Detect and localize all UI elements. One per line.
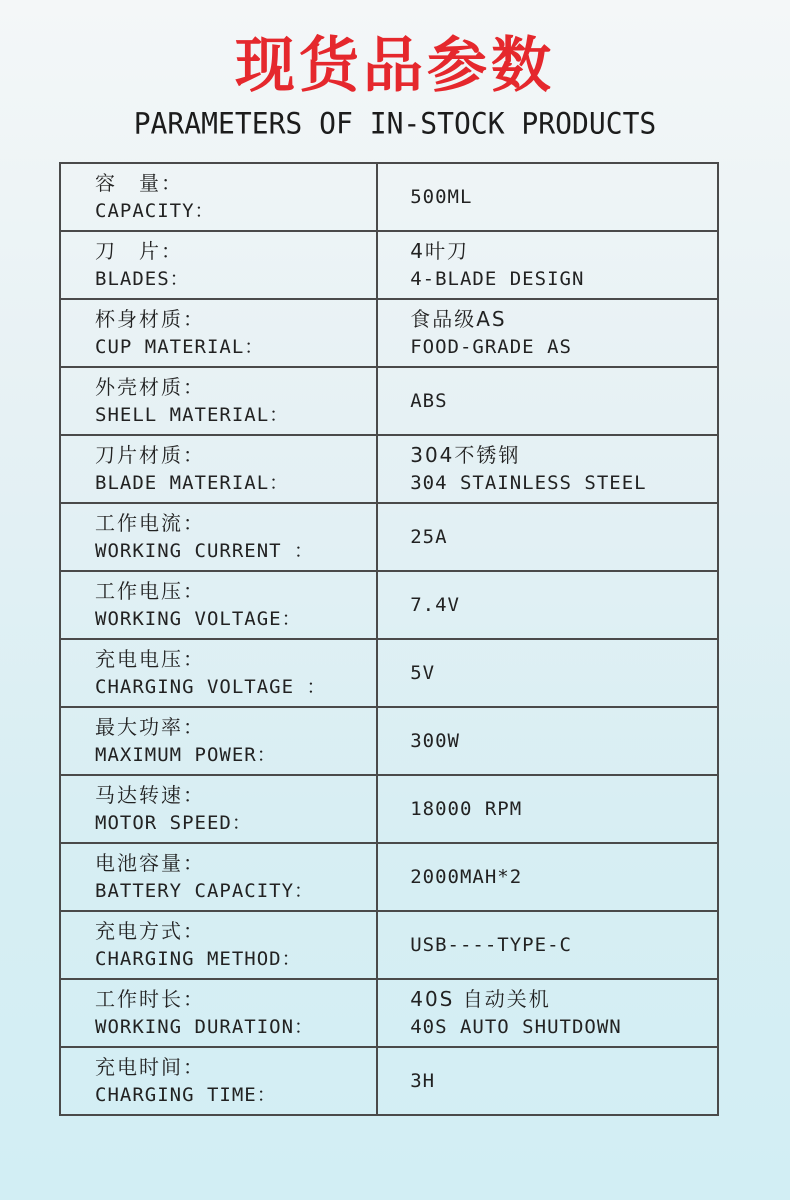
spec-value-en: 18000 RPM — [410, 798, 523, 820]
spec-row — [60, 639, 718, 707]
spec-row — [60, 231, 718, 299]
spec-label-cn: 刀 片： — [95, 239, 183, 263]
spec-label-cn: 充电电压： — [95, 647, 205, 671]
spec-value-cell — [377, 775, 718, 843]
spec-label-en: WORKING DURATION： — [95, 1016, 315, 1038]
spec-label-en: CHARGING METHOD： — [95, 948, 302, 970]
spec-value-en: 7.4V — [410, 594, 460, 616]
spec-value-en: 2000MAH*2 — [410, 866, 523, 888]
spec-label-cn: 电池容量： — [95, 851, 205, 875]
spec-label-cn: 工作电流： — [95, 511, 205, 535]
spec-label-en: WORKING CURRENT ： — [95, 540, 315, 562]
spec-row — [60, 367, 718, 435]
spec-label-cell — [60, 911, 377, 979]
spec-row — [60, 979, 718, 1047]
spec-value-en: ABS — [410, 390, 448, 412]
spec-label-cn: 最大功率： — [95, 715, 205, 739]
spec-table — [59, 162, 719, 1116]
spec-label-cell — [60, 979, 377, 1047]
spec-label-cell — [60, 639, 377, 707]
spec-label-cell — [60, 707, 377, 775]
spec-row — [60, 503, 718, 571]
spec-label-en: CHARGING VOLTAGE ： — [95, 676, 327, 698]
spec-value-cn: 304不锈钢 — [410, 443, 521, 467]
spec-label-en: BATTERY CAPACITY： — [95, 880, 315, 902]
spec-label-en: CUP MATERIAL： — [95, 336, 265, 358]
spec-label-en: BLADES： — [95, 268, 190, 290]
spec-value-cell — [377, 299, 718, 367]
spec-label-en: MOTOR SPEED： — [95, 812, 252, 834]
page-title-cn: 现货品参数 — [235, 31, 555, 101]
spec-value-cell — [377, 707, 718, 775]
spec-value-cell — [377, 1047, 718, 1115]
spec-value-cell — [377, 367, 718, 435]
spec-value-cell — [377, 503, 718, 571]
spec-label-cn: 外壳材质： — [95, 375, 205, 399]
spec-label-cn: 杯身材质： — [95, 307, 205, 331]
spec-table-body — [60, 163, 718, 1115]
spec-value-cell — [377, 435, 718, 503]
spec-label-cn: 工作电压： — [95, 579, 205, 603]
spec-label-en: SHELL MATERIAL： — [95, 404, 290, 426]
spec-label-cell — [60, 163, 377, 231]
spec-label-en: CAPACITY： — [95, 200, 215, 222]
spec-value-cell — [377, 639, 718, 707]
spec-value-cell — [377, 843, 718, 911]
spec-label-en: BLADE MATERIAL： — [95, 472, 290, 494]
spec-value-cell — [377, 911, 718, 979]
spec-value-en: 4-BLADE DESIGN — [410, 268, 585, 290]
spec-label-cell — [60, 299, 377, 367]
spec-value-cn: 40S 自动关机 — [410, 987, 551, 1011]
spec-value-en: 300W — [410, 730, 460, 752]
spec-label-cell — [60, 775, 377, 843]
spec-value-cell — [377, 979, 718, 1047]
spec-row — [60, 843, 718, 911]
spec-label-en: MAXIMUM POWER： — [95, 744, 277, 766]
spec-label-cn: 容 量： — [95, 171, 183, 195]
spec-row — [60, 163, 718, 231]
spec-value-en: 40S AUTO SHUTDOWN — [410, 1016, 622, 1038]
spec-label-cell — [60, 571, 377, 639]
spec-value-cn: 食品级AS — [410, 307, 507, 331]
spec-label-cell — [60, 435, 377, 503]
spec-label-cn: 刀片材质： — [95, 443, 205, 467]
spec-row — [60, 435, 718, 503]
spec-value-en: USB----TYPE-C — [410, 934, 572, 956]
spec-row — [60, 299, 718, 367]
spec-label-cell — [60, 843, 377, 911]
spec-value-en: 304 STAINLESS STEEL — [410, 472, 647, 494]
spec-value-en: 500ML — [410, 186, 473, 208]
page-title-en: PARAMETERS OF IN-STOCK PRODUCTS — [133, 106, 657, 141]
spec-row — [60, 571, 718, 639]
spec-label-cell — [60, 503, 377, 571]
spec-value-cn: 4叶刀 — [410, 239, 469, 263]
spec-row — [60, 911, 718, 979]
spec-label-en: WORKING VOLTAGE： — [95, 608, 302, 630]
spec-value-cell — [377, 571, 718, 639]
spec-row — [60, 1047, 718, 1115]
spec-value-cell — [377, 163, 718, 231]
spec-label-cell — [60, 367, 377, 435]
spec-value-cell — [377, 231, 718, 299]
spec-label-cn: 马达转速： — [95, 783, 205, 807]
spec-row — [60, 707, 718, 775]
spec-label-cn: 充电时间： — [95, 1055, 205, 1079]
spec-value-en: 3H — [410, 1070, 436, 1092]
spec-value-en: FOOD-GRADE AS — [410, 336, 572, 358]
spec-label-en: CHARGING TIME： — [95, 1084, 277, 1106]
spec-label-cn: 充电方式： — [95, 919, 205, 943]
spec-label-cell — [60, 1047, 377, 1115]
spec-value-en: 5V — [410, 662, 436, 684]
spec-label-cn: 工作时长： — [95, 987, 205, 1011]
spec-value-en: 25A — [410, 526, 448, 548]
spec-row — [60, 775, 718, 843]
spec-label-cell — [60, 231, 377, 299]
